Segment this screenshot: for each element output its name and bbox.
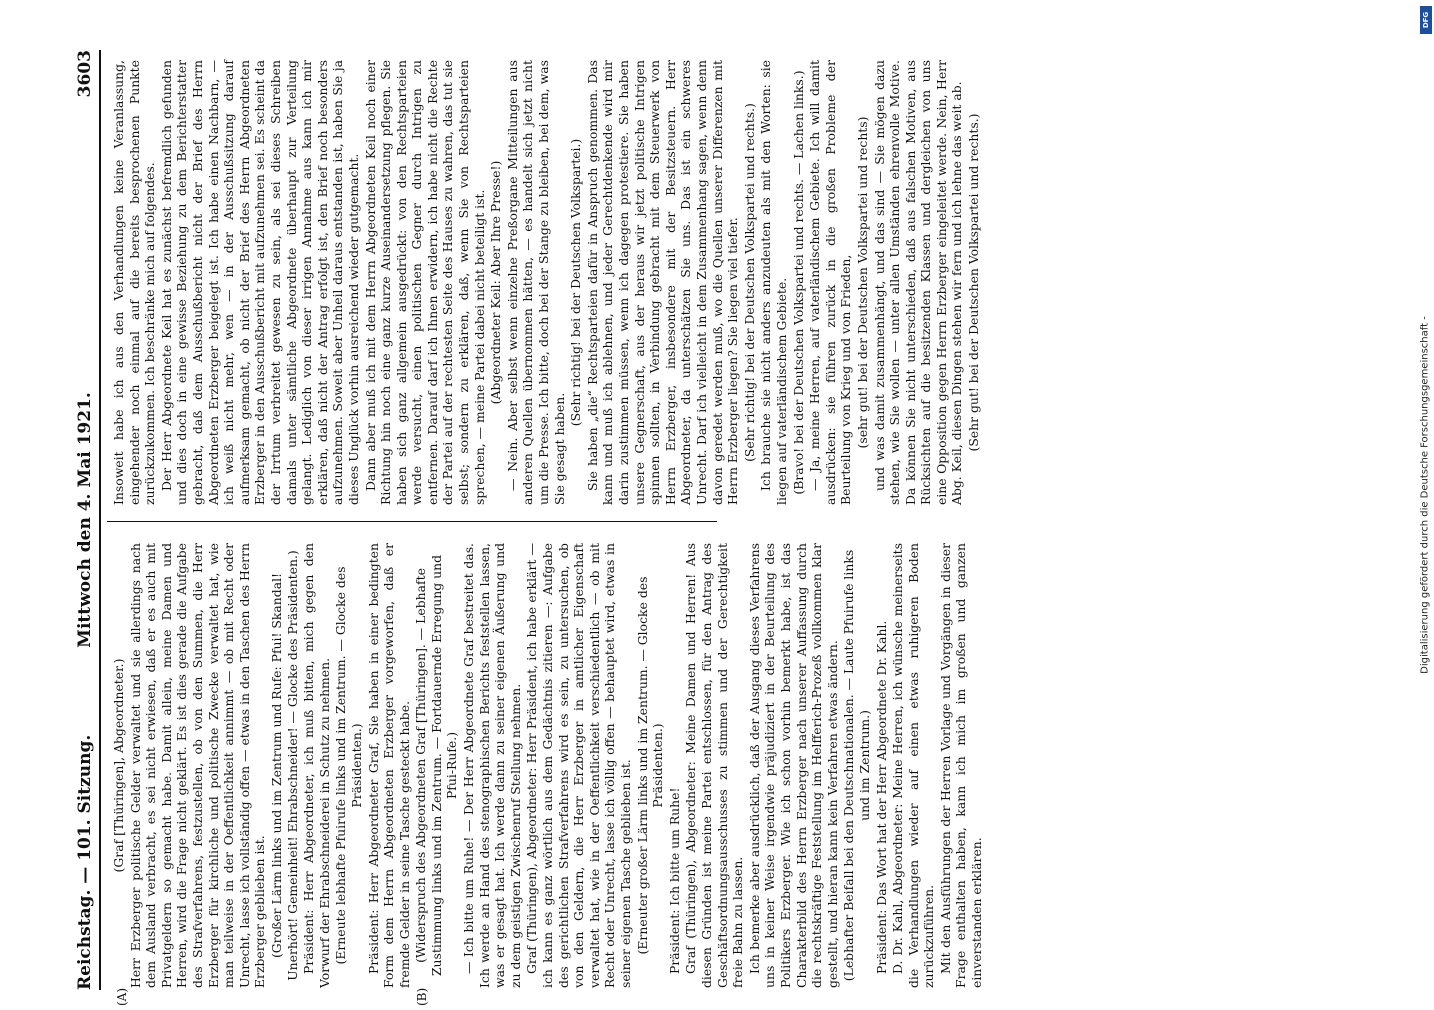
document-page [55, 30, 1345, 1010]
paragraph: Der Herr Abgeordnete Keil hat es zunächst befremdlich gefunden und dies doch in eine gewisse Beziehung zu dem Berichterstatter gebracht, daß dem Ausschußbericht nicht der Brief des Herrn Abgeordneten Erzberger beigelegt ist. Ich habe einen Nachbarn, — ich weiß nicht mehr, wen — in der Ausschußsitzung darauf aufmerksam gemacht, ob nicht der Brief des Herrn Abgeordneten Erzberger in den Ausschußbericht mit aufzunehmen sei. Es scheint da der Irrtum verbreitet gewesen zu sein, als sei dieses Schreiben damals unter sämtliche Abgeordnete überhaupt zur Verteilung gelangt. Lediglich von dieser irrigen Annahme aus kann ich mir erklären, daß nicht der Antrag erfolgt ist, den Brief noch besonders aufzunehmen. Soweit aber Unheil daraus entstanden ist, haben Sie ja dieses Unglück vorhin ausreichend wieder gutgemacht. [158, 60, 361, 505]
paragraph: Sie haben „die“ Rechtsparteien dafür in Anspruch genommen. Das kann und muß ich ablehnen, und jeder Gerechtdenkende wird mir darin zustimmen müssen, wenn ich dagegen protestiere. Sie haben unsere Gegnerschaft, aus der heraus wir jetzt politische Intrigen spinnen sollten, in Verbindung gebracht mit dem Steuerwerk von Herrn Erzberger, insbesondere mit der Besitzsteuern. Herr Abgeordneter, da unterschätzen Sie uns. Das ist ein schweres Unrecht. Darf ich vielleicht in dem Zusammenhang sagen, wenn denn davon geredet werden muß, wo die Quellen unserer Differenzen mit Herrn Erzberger liegen? Sie liegen viel tiefer. [584, 60, 741, 505]
paragraph: — Nein. Aber selbst wenn einzelne Preßorgane Mitteilungen aus anderen Quellen übernommen hätten, — es handelt sich jetzt nicht um die Presse. Ich bitte, doch bei der Stange zu bleiben, bei dem, was Sie gesagt haben. [504, 60, 567, 505]
interjection: (Großer Lärm links und im Zentrum und Rufe: Pfui! Skandal! Unerhört! Gemeinheit! Ehrabschneider! — Glocke des Präsidenten.) [268, 550, 300, 981]
interjection: (Lebhafter Beifall bei den Deutschnationalen. — Laute Pfuirufe links und im Zentrum.) [841, 549, 872, 982]
paragraph: Herr Erzberger politische Gelder verwaltet und sie allerdings nach dem Ausland verbracht, es sei nicht erwiesen, daß er es auch mit Privatgeldern so gemacht habe. Damit allein, meine Damen und Herren, wird die Frage nicht geklärt. Es ist dies gerade die Aufgabe des Strafverfahrens, festzustellen, ob von den Summen, die Herr Erzberger für kirchliche und politische Zwecke verwaltet hat, wie man teilweise in der Oeffentlichkeit annimmt — ob mit Recht oder Unrecht, lasse ich vollständig offen — etwas in den Taschen des Herrn Erzberger geblieben ist. [127, 543, 268, 988]
interjection: (Sehr richtig! bei der Deutschen Volkspartei und rechts.) [741, 103, 757, 462]
text-column-left [111, 543, 985, 988]
paragraph: Graf (Thüringen), Abgeordneter: Meine Damen und Herren! Aus diesen Gründen ist meine Partei entschlossen, für den Antrag des Geschäftsordnungsausschusses zu stimmen und der Gerechtigkeit freie Bahn zu lassen. [683, 543, 746, 988]
header-session: Reichstag. — 101. Sitzung. [75, 734, 95, 990]
paragraph: — Ja, meine Herren, auf vaterländischem Gebiete. Ich will damit ausdrücken: sie führen zurück in die großen Probleme der Beurteilung von Krieg und von Frieden, [807, 60, 854, 505]
paragraph: Ich bemerke aber ausdrücklich, daß der Ausgang dieses Verfahrens uns in keiner Weise irgendwie präjudiziert in der Beurteilung des Politikers Erzberger. Wie ich schon vorhin bemerkt habe, ist das Charakterbild des Herrn Erzberger nach unserer Auffassung durch die rechtskräftige Feststellung im Helfferich-Prozeß vollkommen klar gestellt, und hieran kann kein Verfahren etwas ändern. [746, 543, 840, 988]
paragraph: Präsident: Das Wort hat der Herr Abgeordnete Dr. Kahl. [873, 620, 889, 974]
paragraph: Präsident: Ich bitte um Ruhe! [666, 787, 682, 974]
interjection: (Widerspruch des Abgeordneten Graf [Thüringen]. — Lebhafte Zustimmung links und im Zentrum. — Fortdauernde Erregung und Pfui-Rufe.) [413, 554, 460, 977]
paragraph: D. Dr. Kahl, Abgeordneter: Meine Herren, ich wünsche meinerseits die Verhandlungen wieder auf einen etwas ruhigeren Boden zurückzuführen. [890, 543, 937, 988]
paragraph: und was damit zusammenhängt, und das sind — Sie mögen dazu stehen, wie Sie wollen — unter allen Umständen ehrenvolle Motive. Da können Sie nicht unterschieden, daß aus falschen Motiven, aus Rücksichten auf die besitzenden Klassen und dergleichen von uns eine Opposition gegen Herrn Erzberger eingeleitet werde. Nein, Herr Abg. Keil, diesen Dingen stehen wir fern und ich lehne das weit ab. [871, 60, 965, 505]
dfg-logo-text: DFG [1422, 11, 1430, 29]
header-date: Mittwoch den 4. Mai 1921. [75, 392, 95, 648]
text-column-right [111, 60, 982, 505]
dfg-logo [1420, 6, 1432, 34]
paragraph: Ich brauche sie nicht anders anzudeuten als mit den Worten: sie liegen auf vaterländischem Gebiete. [758, 60, 789, 505]
interjection: (Sehr richtig! bei der Deutschen Volkspartei.) [568, 138, 584, 427]
header-page-number: 3603 [75, 50, 95, 98]
column-divider [107, 521, 717, 522]
interjection: (Bravo! bei der Deutschen Volkspartei und rechts. — Lachen links.) [790, 70, 806, 495]
paragraph: — Ich bitte um Ruhe! — Der Herr Abgeordnete Graf bestreitet das. Ich werde an Hand des stenographischen Berichts feststellen lassen, was er gesagt hat. Ich werde dann zu seiner eigenen Äußerung und zu dem geistigen Zwischenruf Stellung nehmen. [461, 543, 523, 988]
digitization-credit [1418, 40, 1432, 950]
interjection: (Sehr gut! bei der Deutschen Volkspartei und rechts.) [966, 113, 982, 452]
interjection: (sehr gut! bei der Deutschen Volkspartei und rechts) [854, 116, 870, 449]
interjection: (Erneuter großer Lärm links und im Zentrum. — Glocke des Präsidenten.) [634, 576, 666, 955]
interjection: (Abgeordneter Keil: Aber Ihre Presse!) [488, 160, 504, 405]
paragraph: Präsident: Herr Abgeordneter Graf, Sie haben in einer bedingten Form dem Herrn Abgeordneten Erzberger vorgeworfen, daß er fremde Gelder in seine Tasche gesteckt habe. [365, 543, 412, 988]
paragraph: (Graf [Thüringen], Abgeordneter.) [111, 658, 126, 873]
paragraph: Graf (Thüringen), Abgeordneter: Herr Präsident, ich habe erklärt — ich kann es ganz wörtlich aus dem Gedächtnis zitieren —: Aufgabe des gerichtlichen Strafverfahrens wird es sein, zu untersuchen, ob von den Geldern, die Herr Erzberger in amtlicher Eigenschaft verwaltet hat, wie in der Oeffentlichkeit verschiedentlich — ob mit Recht oder Unrecht, lasse ich völlig offen — behauptet wird, etwas in seiner eigenen Tasche geblieben ist. [524, 543, 633, 988]
paragraph: Mit den Ausführungen der Herren Vorlage und Vorgängen in dieser Frage enthalten haben, kann ich mich im großen und ganzen einverstanden erklären. [937, 543, 985, 988]
paragraph: Insoweit habe ich aus den Verhandlungen keine Veranlassung, eingehender noch einmal auf die bereits besprochenen Punkte zurückzukommen. Ich beschränke mich auf folgendes. [111, 60, 158, 505]
paragraph: Dann aber muß ich mit dem Herrn Abgeordneten Keil noch einer Richtung hin noch eine ganz kurze Auseinandersetzung pflegen. Sie haben sich ganz allgemein ausgedrückt: von den Rechtsparteien werde versucht, einen politischen Gegner durch Intrigen zu entfernen. Darauf darf ich Ihnen erwidern, ich habe nicht die Rechte der Partei auf der rechtesten Seite des Hauses zu wahren, das tut sie selbst; sondern zu erklären, daß, wenn Sie von Rechtsparteien sprechen, — meine Partei dabei nicht beteiligt ist. [362, 60, 487, 505]
margin-marker-a: (A) [115, 987, 129, 1006]
margin-marker-b: (B) [415, 987, 429, 1006]
paragraph: Präsident: Herr Abgeordneter, ich muß bitten, mich gegen den Vorwurf der Ehrabschneiderei in Schutz zu nehmen. [301, 543, 332, 988]
page-header [73, 50, 101, 990]
credit-text: Digitalisierung gefördert durch die Deutsche Forschungsgemeinschaft - [1419, 316, 1431, 674]
interjection: (Erneute lebhafte Pfuirufe links und im Zentrum. — Glocke des Präsidenten.) [333, 566, 364, 965]
